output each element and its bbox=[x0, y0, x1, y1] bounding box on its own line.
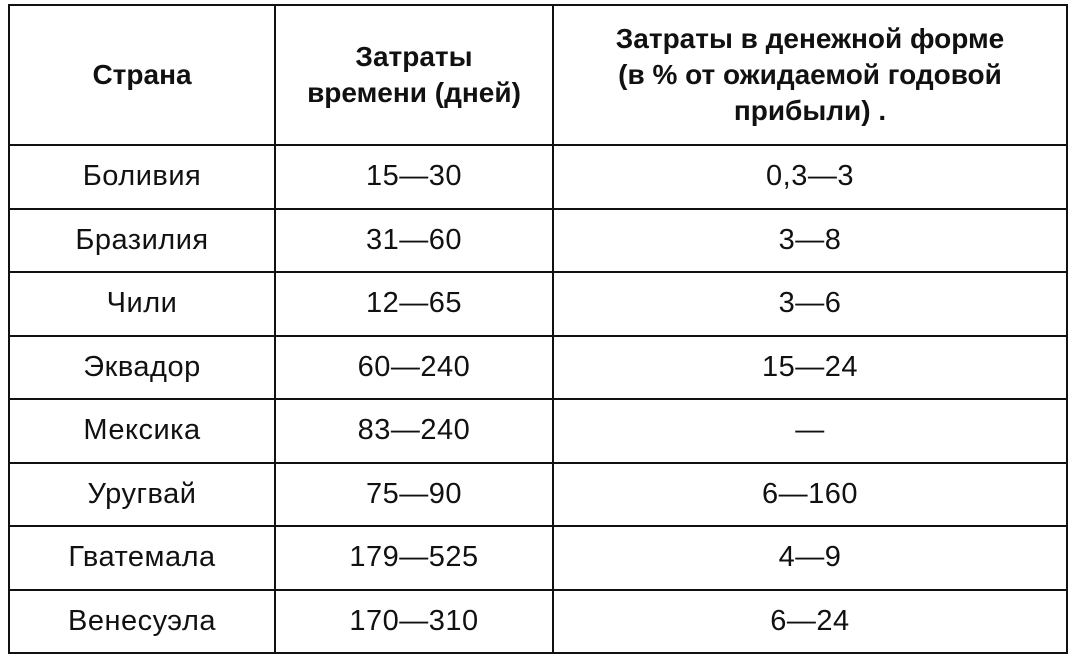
cell-country: Мексика bbox=[9, 399, 275, 463]
header-row bbox=[9, 5, 1067, 145]
cell-money: 0,3—3 bbox=[553, 145, 1067, 209]
header-time-line: Затраты bbox=[355, 41, 473, 72]
header-money bbox=[553, 5, 1067, 145]
cell-money: 6—160 bbox=[553, 463, 1067, 527]
cell-country: Боливия bbox=[9, 145, 275, 209]
header-country-line: Страна bbox=[92, 59, 192, 90]
cell-money: 3—8 bbox=[553, 209, 1067, 273]
data-table bbox=[8, 4, 1068, 654]
cell-time: 75—90 bbox=[275, 463, 553, 527]
cell-time: 179—525 bbox=[275, 526, 553, 590]
table-row bbox=[9, 336, 1067, 400]
cell-country: Чили bbox=[9, 272, 275, 336]
cell-money: 3—6 bbox=[553, 272, 1067, 336]
cell-time: 12—65 bbox=[275, 272, 553, 336]
header-time-line: времени (дней) bbox=[307, 77, 521, 108]
table-row bbox=[9, 399, 1067, 463]
cell-country: Гватемала bbox=[9, 526, 275, 590]
cell-money: 4—9 bbox=[553, 526, 1067, 590]
cell-money: 6—24 bbox=[553, 590, 1067, 654]
cell-money: 15—24 bbox=[553, 336, 1067, 400]
cell-country: Венесуэла bbox=[9, 590, 275, 654]
cell-country: Уругвай bbox=[9, 463, 275, 527]
table-row bbox=[9, 463, 1067, 527]
cell-time: 15—30 bbox=[275, 145, 553, 209]
table-row bbox=[9, 145, 1067, 209]
header-country bbox=[9, 5, 275, 145]
header-money-line: Затраты в денежной форме bbox=[615, 23, 1005, 54]
data-table-container bbox=[8, 4, 1066, 652]
header-time bbox=[275, 5, 553, 145]
table-row bbox=[9, 526, 1067, 590]
cell-time: 60—240 bbox=[275, 336, 553, 400]
table-row bbox=[9, 209, 1067, 273]
cell-time: 170—310 bbox=[275, 590, 553, 654]
header-money-line: (в % от ожидаемой годовой bbox=[618, 59, 1002, 90]
table-header bbox=[9, 5, 1067, 145]
cell-time: 31—60 bbox=[275, 209, 553, 273]
table-row bbox=[9, 590, 1067, 654]
cell-country: Бразилия bbox=[9, 209, 275, 273]
table-row bbox=[9, 272, 1067, 336]
header-money-line: прибыли) . bbox=[733, 95, 887, 126]
cell-country: Эквадор bbox=[9, 336, 275, 400]
cell-time: 83—240 bbox=[275, 399, 553, 463]
table-body bbox=[9, 145, 1067, 653]
cell-money: — bbox=[553, 399, 1067, 463]
